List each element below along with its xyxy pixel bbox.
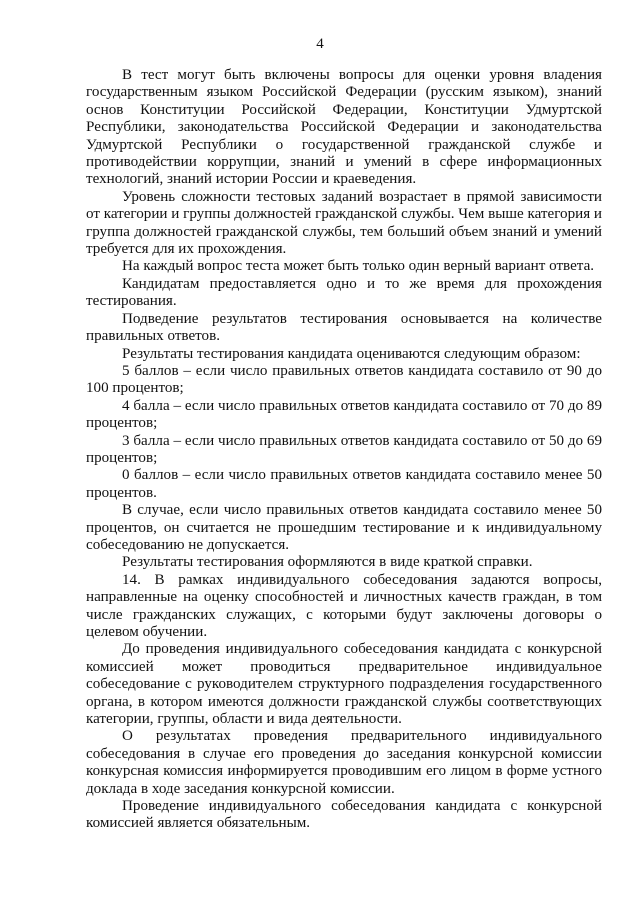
paragraph-not-passed: В случае, если число правильных ответов кандидата составило менее 50 процентов, он считается не прошедшим тестирование и к индивидуальному собеседованию не допускается. — [86, 502, 602, 553]
document-body — [86, 67, 602, 833]
paragraph-results-certificate: Результаты тестирования оформляются в виде краткой справки. — [122, 554, 533, 571]
paragraph-test-content: В тест могут быть включены вопросы для оценки уровня владения государственным языком Российской Федерации (русским языком), знаний основ Конституции Российской Федерации, Конституции Удмуртской Республики, законодательства Российской Федерации и законодательства Удмуртской Республики о государственной гражданской службе и противодействии коррупции, знаний и умений в сфере информационных технологий, знаний истории России и краеведения. — [86, 67, 602, 188]
paragraph-mandatory-interview: Проведение индивидуального собеседования кандидата с конкурсной комиссией является обязательным. — [86, 798, 602, 832]
paragraph-score-0: 0 баллов – если число правильных ответов кандидата составило менее 50 процентов. — [86, 467, 602, 501]
page-number: 4 — [316, 36, 324, 52]
paragraph-score-4: 4 балла – если число правильных ответов кандидата составило от 70 до 89 процентов; — [86, 397, 602, 432]
paragraph-scoring-intro: Результаты тестирования кандидата оцениваются следующим образом: — [122, 345, 581, 362]
paragraph-difficulty: Уровень сложности тестовых заданий возрастает в прямой зависимости от категории и группы должностей гражданской службы. Чем выше категория и группа должностей гражданской службы, тем больший объем знаний и умений требуется для их прохождения. — [86, 188, 602, 258]
paragraph-equal-time: Кандидатам предоставляется одно и то же время для прохождения тестирования. — [86, 275, 602, 310]
paragraph-score-3: 3 балла – если число правильных ответов кандидата составило от 50 до 69 процентов; — [86, 432, 602, 466]
paragraph-preliminary-interview: До проведения индивидуального собеседования кандидата с конкурсной комиссией может проводиться предварительное индивидуальное собеседование с руководителем структурного подразделения государственного органа, в котором имеются должности гражданской службы соответствующих категории, группы, области и вида деятельности. — [86, 641, 602, 728]
paragraph-preliminary-results: О результатах проведения предварительного индивидуального собеседования в случае его проведения до заседания конкурсной комиссии конкурсная комиссия информируется проводившим его лицом в форме устного доклада в ходе заседания конкурсной комиссии. — [86, 728, 602, 797]
paragraph-item-14: 14. В рамках индивидуального собеседования задаются вопросы, направленные на оценку способностей и личностных качеств граждан, в том числе гражданских служащих, с которыми будут заключены договоры о целевом обучении. — [86, 571, 602, 640]
paragraph-one-answer: На каждый вопрос теста может быть только один верный вариант ответа. — [122, 258, 595, 275]
paragraph-results-basis: Подведение результатов тестирования основывается на количестве правильных ответов. — [86, 310, 602, 345]
paragraph-score-5: 5 баллов – если число правильных ответов кандидата составило от 90 до 100 процентов; — [86, 362, 602, 397]
